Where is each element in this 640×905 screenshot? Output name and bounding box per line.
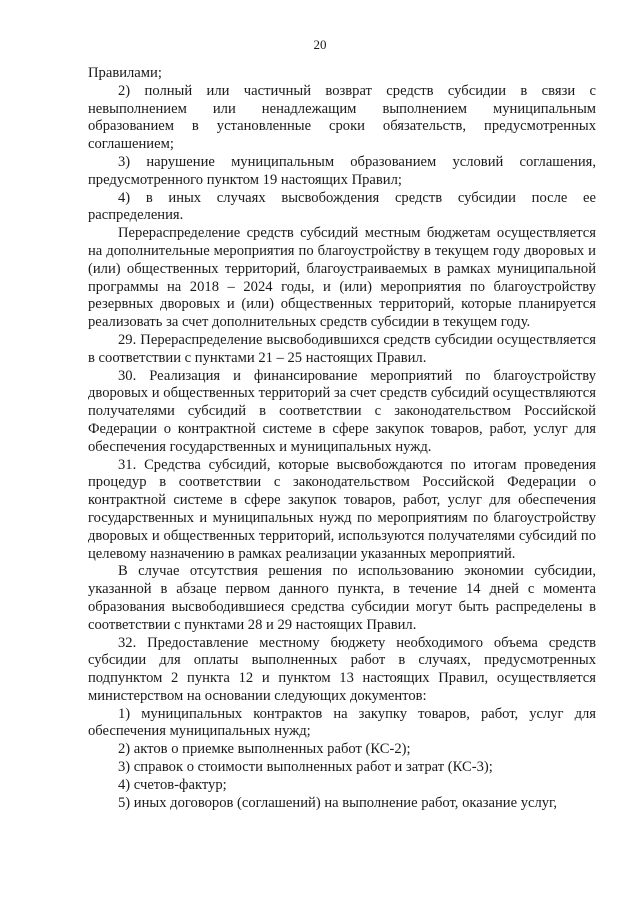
paragraph: Перераспределение средств субсидий местным бюджетам осуществляется на дополнительные мероприятия по благоустройству в текущем году дворовых и (или) общественных территорий, благоустраиваемых в рамках муниципальной программы на 2018 – 2024 годы, и (или) мероприятия по благоустройству резервных дворовых и (или) общественных территорий, которые планируется реализовать за счет дополнительных средств субсидии в текущем году. [88,225,596,331]
clause-32: 32. Предоставление местному бюджету необходимого объема средств субсидии для оплаты выполненных работ в случаях, предусмотренных подпунктом 2 пункта 12 и пунктом 13 настоящих Правил, осуществляется министерством на основании следующих документов: [88,634,596,704]
list-item-other-cases: 4) в иных случаях высвобождения средств субсидии после ее распределения. [88,189,596,224]
clause-30: 30. Реализация и финансирование мероприятий по благоустройству дворовых и общественных территорий за счет средств субсидий осуществляются получателями субсидий в соответствии с законодательством Российской Федерации о контрактной системе в сфере закупок товаров, работ, услуг для обеспечения государственных и муниципальных нужд. [88,367,596,455]
list-item-references: 3) справок о стоимости выполненных работ и затрат (КС-3); [118,759,493,776]
document-body [88,65,596,812]
page-number: 20 [313,37,327,52]
clause-31: 31. Средства субсидий, которые высвобождаются по итогам проведения процедур в соответствии с законодательством Российской Федерации о контрактной системе в сфере закупок товаров, работ, услуг для обеспечения государственных и муниципальных нужд по мероприятиям по благоустройству дворовых и общественных территорий, используются получателями субсидий по целевому назначению в рамках реализации указанных мероприятий. [88,456,596,562]
list-item-refund: 2) полный или частичный возврат средств субсидии в связи с невыполнением или ненадлежащим выполнением муниципальным образованием в установленные сроки обязательств, предусмотренных соглашением; [88,82,596,153]
paragraph: Правилами; [88,65,162,81]
list-item-contracts: 1) муниципальных контрактов на закупку товаров, работ, услуг для обеспечения муниципальных нужд; [88,705,596,740]
list-item-invoices: 4) счетов-фактур; [118,776,227,793]
list-item-other-contracts: 5) иных договоров (соглашений) на выполнение работ, оказание услуг, [118,794,558,811]
paragraph: В случае отсутствия решения по использованию экономии субсидии, указанной в абзаце первом данного пункта, в течение 14 дней с момента образования высвободившиеся средства субсидии могут быть распределены в соответствии с пунктами 28 и 29 настоящих Правил. [88,563,596,633]
list-item-violation: 3) нарушение муниципальным образованием условий соглашения, предусмотренного пунктом 19 настоящих Правил; [88,153,596,188]
list-item-acts: 2) актов о приемке выполненных работ (КС-2); [118,741,411,758]
clause-29: 29. Перераспределение высвободившихся средств субсидии осуществляется в соответствии с пунктами 21 – 25 настоящих Правил. [88,331,596,366]
